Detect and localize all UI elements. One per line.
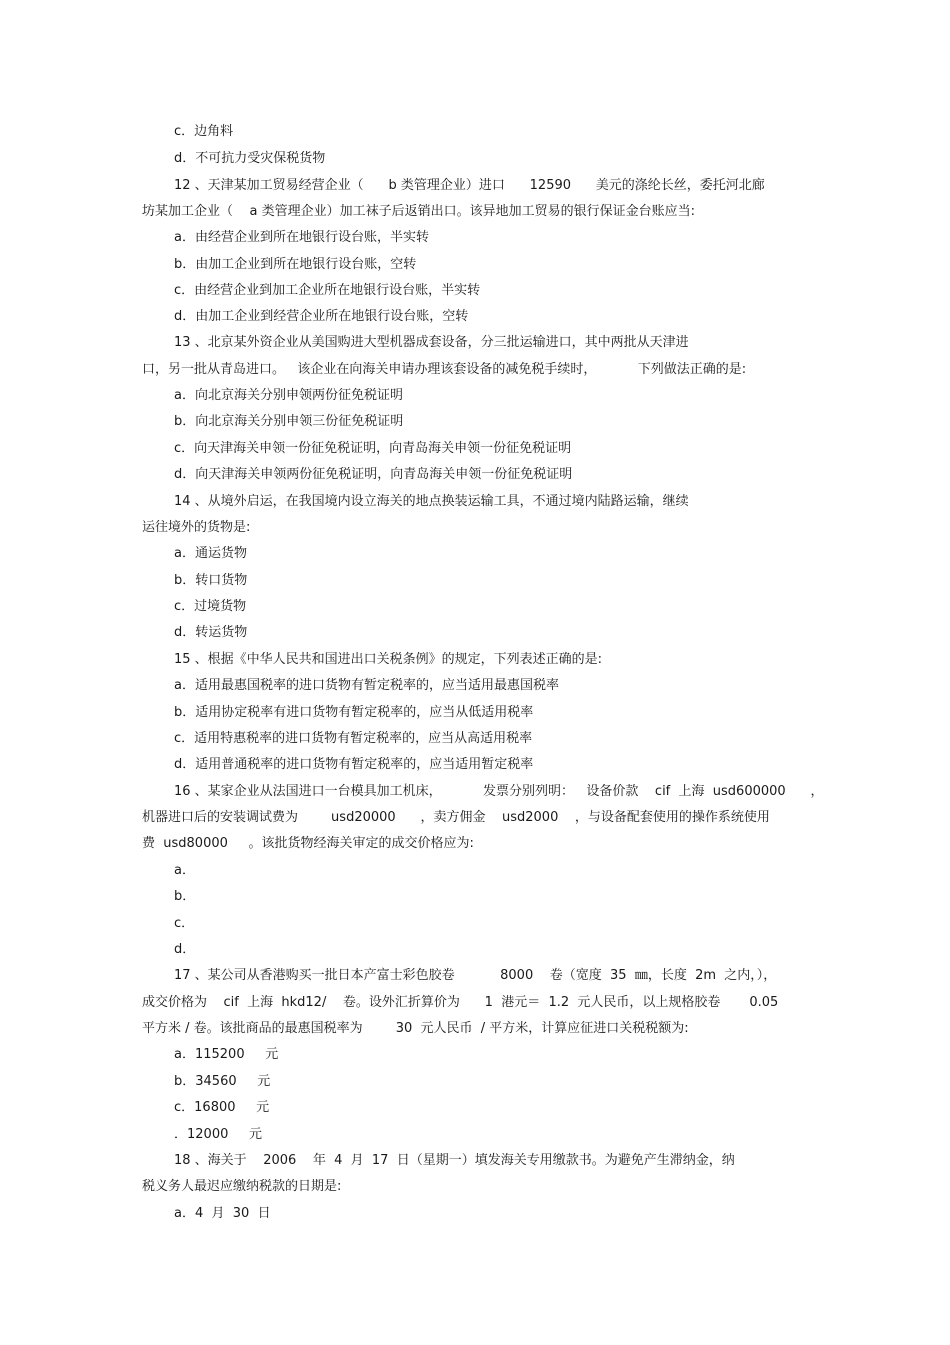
option-line: a．向北京海关分别申领两份征免税证明: [174, 388, 403, 403]
question-stem: 14 、从境外启运，在我国境内设立海关的地点换装运输工具，不通过境内陆路运输，继续: [174, 494, 689, 509]
question-stem-continuation: 税义务人最迟应缴纳税款的日期是:: [142, 1179, 342, 1194]
question-stem-continuation: 运往境外的货物是:: [142, 520, 251, 535]
option-line: ．12000 元: [174, 1127, 263, 1142]
option-line: a．由经营企业到所在地银行设台账，半实转: [174, 230, 429, 245]
question-stem-continuation: 成交价格为 cif 上海 hkd12/ 卷。设外汇折算价为 1 港元＝ 1.2 元人民币，以上规格胶卷 0.05: [142, 995, 779, 1010]
option-line: d．转运货物: [174, 625, 248, 640]
question-stem-continuation: 费 usd80000 。该批货物经海关审定的成交价格应为:: [142, 836, 474, 851]
option-line: c．16800 元: [174, 1100, 270, 1115]
option-line: b．向北京海关分别申领三份征免税证明: [174, 414, 404, 429]
question-stem-continuation: 口，另一批从青岛进口。 该企业在向海关申请办理该套设备的减免税手续时， 下列做法正确的是:: [142, 362, 747, 377]
option-line: b．: [174, 889, 196, 904]
option-line: a．: [174, 863, 195, 878]
option-line: d．适用普通税率的进口货物有暂定税率的，应当适用暂定税率: [174, 757, 534, 772]
question-stem: 12 、天津某加工贸易经营企业（ b 类管理企业）进口 12590 美元的涤纶长丝，委托河北廊: [174, 178, 765, 193]
option-line: d．向天津海关申领两份征免税证明，向青岛海关申领一份征免税证明: [174, 467, 573, 482]
question-stem: 17 、某公司从香港购买一批日本产富士彩色胶卷 8000 卷（宽度 35 ㎜，长度 2m 之内，），: [174, 968, 777, 983]
question-stem: 15 、根据《中华人民共和国进出口关税条例》的规定，下列表述正确的是:: [174, 652, 603, 667]
option-line: d．由加工企业到经营企业所在地银行设台账，空转: [174, 309, 469, 324]
question-stem: 13 、北京某外资企业从美国购进大型机器成套设备，分三批运输进口，其中两批从天津进: [174, 335, 689, 350]
option-line: a．适用最惠国税率的进口货物有暂定税率的，应当适用最惠国税率: [174, 678, 559, 693]
option-line: a．4 月 30 日: [174, 1206, 271, 1221]
question-stem-continuation: 坊某加工企业（ a 类管理企业）加工袜子后返销出口。该异地加工贸易的银行保证金台账应当:: [142, 204, 696, 219]
option-line: c．: [174, 916, 195, 931]
option-line: c．过境货物: [174, 599, 247, 614]
option-line: c．边角料: [174, 124, 234, 139]
option-line: c．向天津海关申领一份征免税证明，向青岛海关申领一份征免税证明: [174, 441, 572, 456]
option-line: d．: [174, 942, 196, 957]
option-line: d．不可抗力受灾保税货物: [174, 151, 326, 166]
option-line: c．适用特惠税率的进口货物有暂定税率的，应当从高适用税率: [174, 731, 533, 746]
question-stem-continuation: 机器进口后的安装调试费为 usd20000 ，卖方佣金 usd2000 ，与设备配套使用的操作系统使用: [142, 810, 770, 825]
question-stem: 18 、海关于 2006 年 4 月 17 日（星期一）填发海关专用缴款书。为避免产生滞纳金，纳: [174, 1153, 735, 1168]
option-line: b．34560 元: [174, 1074, 271, 1089]
question-stem: 16 、某家企业从法国进口一台模具加工机床， 发票分别列明： 设备价款 cif 上海 usd600000 ，: [174, 784, 824, 799]
option-line: b．转口货物: [174, 573, 248, 588]
option-line: b．适用协定税率有进口货物有暂定税率的，应当从低适用税率: [174, 705, 534, 720]
option-line: a．通运货物: [174, 546, 247, 561]
option-line: c．由经营企业到加工企业所在地银行设台账，半实转: [174, 283, 481, 298]
option-line: a．115200 元: [174, 1047, 279, 1062]
option-line: b．由加工企业到所在地银行设台账，空转: [174, 257, 417, 272]
question-stem-continuation: 平方米 / 卷。该批商品的最惠国税率为 30 元人民币 / 平方米，计算应征进口关税税额为:: [142, 1021, 689, 1036]
